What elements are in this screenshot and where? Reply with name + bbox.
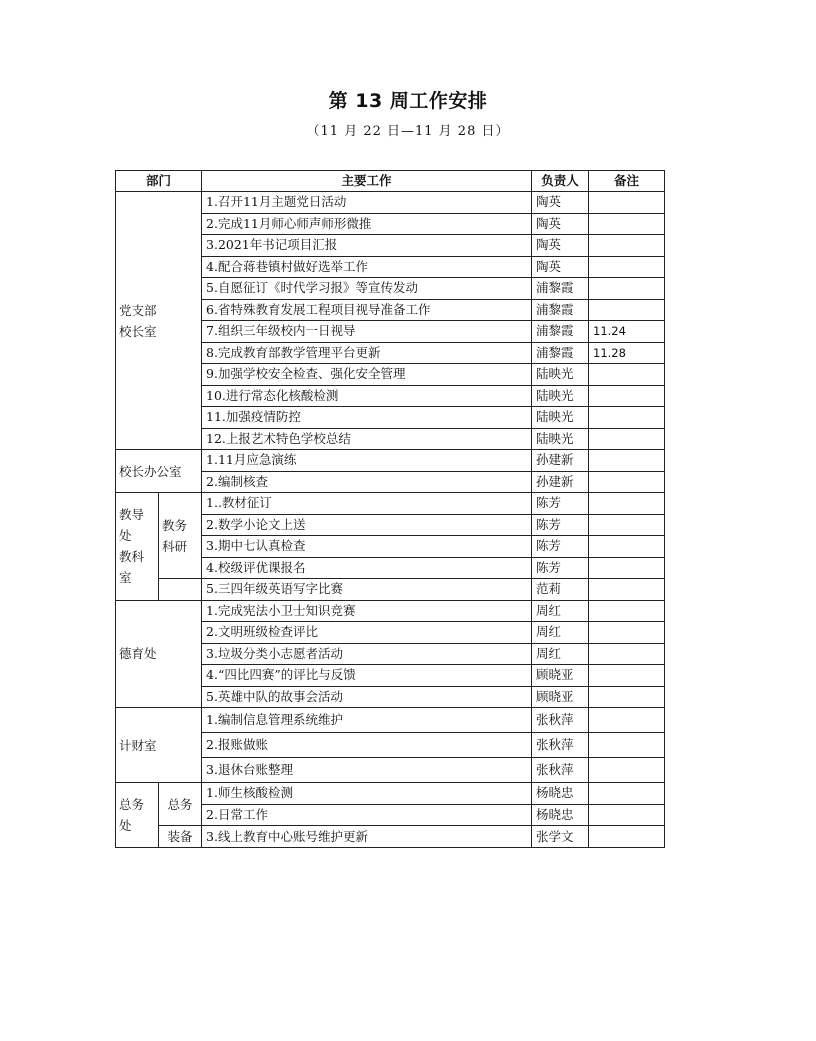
work-cell: 4.校级评优课报名 — [202, 557, 532, 579]
date-range-subtitle: （11 月 22 日—11 月 28 日） — [306, 124, 510, 139]
work-cell: 1.师生核酸检测 — [202, 783, 532, 805]
owner-cell: 孙建新 — [532, 450, 589, 472]
note-cell — [589, 385, 665, 407]
owner-cell: 陶英 — [532, 235, 589, 257]
note-cell — [589, 804, 665, 826]
work-cell: 3.2021年书记项目汇报 — [202, 235, 532, 257]
note-cell — [589, 622, 665, 644]
note-cell: 11.28 — [589, 342, 665, 364]
owner-cell: 陆映光 — [532, 428, 589, 450]
dept-general-sub: 总务 — [159, 783, 202, 826]
owner-cell: 陶英 — [532, 256, 589, 278]
header-dept: 部门 — [116, 171, 202, 192]
work-cell: 3.垃圾分类小志愿者活动 — [202, 643, 532, 665]
owner-cell: 浦黎霞 — [532, 342, 589, 364]
owner-cell: 顾晓亚 — [532, 665, 589, 687]
owner-cell: 杨晓忠 — [532, 783, 589, 805]
work-cell: 2.日常工作 — [202, 804, 532, 826]
owner-cell: 张秋萍 — [532, 708, 589, 733]
work-cell: 5.三四年级英语写字比赛 — [202, 579, 532, 601]
work-cell: 9.加强学校安全检查、强化安全管理 — [202, 364, 532, 386]
dept-moral: 德育处 — [116, 600, 202, 708]
owner-cell: 孙建新 — [532, 471, 589, 493]
note-cell — [589, 536, 665, 558]
note-cell: 11.24 — [589, 321, 665, 343]
note-cell — [589, 665, 665, 687]
owner-cell: 陆映光 — [532, 364, 589, 386]
note-cell — [589, 733, 665, 758]
note-cell — [589, 514, 665, 536]
note-cell — [589, 708, 665, 733]
work-cell: 2.数学小论文上送 — [202, 514, 532, 536]
note-cell — [589, 557, 665, 579]
owner-cell: 陶英 — [532, 213, 589, 235]
note-cell — [589, 471, 665, 493]
header-owner: 负责人 — [532, 171, 589, 192]
work-cell: 7.组织三年级校内一日视导 — [202, 321, 532, 343]
owner-cell: 陈芳 — [532, 536, 589, 558]
dept-teaching-sub-label1: 教务 — [162, 517, 188, 533]
table-row — [116, 600, 665, 622]
owner-cell: 浦黎霞 — [532, 321, 589, 343]
owner-cell: 范莉 — [532, 579, 589, 601]
note-cell — [589, 428, 665, 450]
table-row — [116, 708, 665, 733]
dept-general-label2: 处 — [119, 818, 132, 833]
owner-cell: 浦黎霞 — [532, 278, 589, 300]
table-row — [116, 450, 665, 472]
dept-party-label1: 党支部 — [119, 302, 157, 318]
work-cell: 3.线上教育中心账号维护更新 — [202, 826, 532, 848]
work-cell: 1.召开11月主题党日活动 — [202, 192, 532, 214]
note-cell — [589, 213, 665, 235]
work-cell: 2.文明班级检查评比 — [202, 622, 532, 644]
note-cell — [589, 256, 665, 278]
work-cell: 8.完成教育部教学管理平台更新 — [202, 342, 532, 364]
table-row — [116, 192, 665, 214]
note-cell — [589, 600, 665, 622]
work-cell: 2.报账做账 — [202, 733, 532, 758]
table-row — [116, 493, 665, 515]
dept-general-label1: 总务 — [119, 797, 145, 812]
work-cell: 3.期中七认真检查 — [202, 536, 532, 558]
work-cell: 1.编制信息管理系统维护 — [202, 708, 532, 733]
work-cell: 1.完成宪法小卫士知识竞赛 — [202, 600, 532, 622]
work-cell: 2.完成11月师心师声师形微推 — [202, 213, 532, 235]
owner-cell: 张秋萍 — [532, 733, 589, 758]
dept-teaching — [116, 493, 159, 601]
owner-cell: 陈芳 — [532, 514, 589, 536]
note-cell — [589, 407, 665, 429]
note-cell — [589, 643, 665, 665]
note-cell — [589, 783, 665, 805]
work-cell: 1.11月应急演练 — [202, 450, 532, 472]
dept-party-label2: 校长室 — [119, 323, 157, 339]
note-cell — [589, 235, 665, 257]
work-cell: 4.配合蒋巷镇村做好选举工作 — [202, 256, 532, 278]
schedule-table — [115, 170, 665, 848]
note-cell — [589, 493, 665, 515]
work-cell: 10.进行常态化核酸检测 — [202, 385, 532, 407]
dept-general — [116, 783, 159, 848]
owner-cell: 浦黎霞 — [532, 299, 589, 321]
owner-cell: 周红 — [532, 643, 589, 665]
work-cell: 2.编制核查 — [202, 471, 532, 493]
note-cell — [589, 299, 665, 321]
owner-cell: 陈芳 — [532, 493, 589, 515]
sub-dept-empty — [159, 579, 202, 601]
dept-party — [116, 192, 202, 450]
header-work: 主要工作 — [202, 171, 532, 192]
note-cell — [589, 364, 665, 386]
owner-cell: 周红 — [532, 622, 589, 644]
owner-cell: 陶英 — [532, 192, 589, 214]
work-cell: 11.加强疫情防控 — [202, 407, 532, 429]
page-title: 第 13 周工作安排 — [328, 90, 488, 112]
header-note: 备注 — [589, 171, 665, 192]
note-cell — [589, 579, 665, 601]
header-row — [116, 171, 665, 192]
dept-teaching-sub-label2: 科研 — [162, 538, 188, 554]
dept-finance: 计财室 — [116, 708, 202, 783]
note-cell — [589, 686, 665, 708]
work-cell: 6.省特殊教育发展工程项目视导准备工作 — [202, 299, 532, 321]
owner-cell: 陆映光 — [532, 385, 589, 407]
owner-cell: 周红 — [532, 600, 589, 622]
note-cell — [589, 278, 665, 300]
note-cell — [589, 758, 665, 783]
dept-equipment-sub: 装备 — [159, 826, 202, 848]
owner-cell: 张学文 — [532, 826, 589, 848]
dept-teaching-sub — [159, 493, 202, 579]
owner-cell: 张秋萍 — [532, 758, 589, 783]
table-row — [116, 579, 665, 601]
dept-teaching-label1: 教导处 — [119, 507, 145, 544]
owner-cell: 顾晓亚 — [532, 686, 589, 708]
work-cell: 1..教材征订 — [202, 493, 532, 515]
note-cell — [589, 450, 665, 472]
owner-cell: 陈芳 — [532, 557, 589, 579]
note-cell — [589, 826, 665, 848]
table-row — [116, 826, 665, 848]
dept-principal-office: 校长办公室 — [116, 450, 202, 493]
work-cell: 4.“四比四赛”的评比与反馈 — [202, 665, 532, 687]
owner-cell: 陆映光 — [532, 407, 589, 429]
work-cell: 3.退休台账整理 — [202, 758, 532, 783]
note-cell — [589, 192, 665, 214]
dept-teaching-label2: 教科室 — [119, 549, 145, 586]
work-cell: 5.自愿征订《时代学习报》等宣传发动 — [202, 278, 532, 300]
work-cell: 12.上报艺术特色学校总结 — [202, 428, 532, 450]
work-cell: 5.英雄中队的故事会活动 — [202, 686, 532, 708]
owner-cell: 杨晓忠 — [532, 804, 589, 826]
table-row — [116, 783, 665, 805]
